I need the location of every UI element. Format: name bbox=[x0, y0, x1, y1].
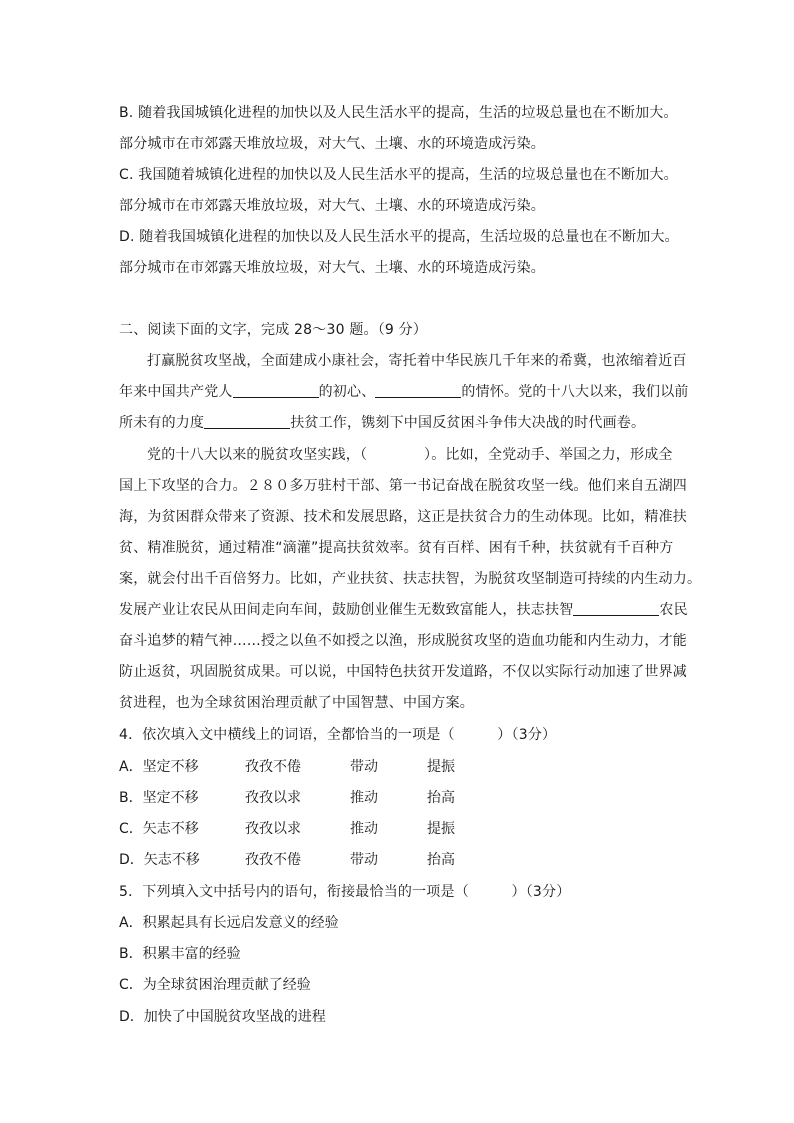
paragraph2-line4: 贫、精准脱贫，通过精准“滴灌”提高扶贫效率。贫有百样、困有千种，扶贫就有千百种方 bbox=[119, 540, 674, 556]
q4-option-a-label: A．坚定不移 bbox=[119, 759, 199, 775]
paragraph1-line2 bbox=[119, 382, 689, 402]
q4-option-c-word3: 推动 bbox=[350, 821, 378, 837]
paragraph2-line5: 案，就会付出千百倍努力。比如，产业扶贫、扶志扶智，为脱贫攻坚制造可持续的内生动力。 bbox=[119, 571, 702, 587]
q4-option-b-label: B．坚定不移 bbox=[119, 790, 199, 806]
option-b-line1: B. 随着我国城镇化进程的加快以及人民生活水平的提高，生活的垃圾总量也在不断加大。 bbox=[119, 105, 678, 121]
paragraph1-line2-text-a: 年来中国共产党人 bbox=[119, 384, 233, 400]
option-c-line1: C. 我国随着城镇化进程的加快以及人民生活水平的提高，生活的垃圾总量也在不断加大。 bbox=[119, 167, 678, 183]
q4-option-d-label: D．矢志不移 bbox=[119, 852, 200, 868]
paragraph2-line1: 党的十八大以来的脱贫攻坚实践，（ ）。比如，全党动手、举国之力，形成全 bbox=[147, 447, 673, 463]
fill-blank-2 bbox=[375, 383, 461, 398]
fill-blank-4 bbox=[573, 601, 659, 616]
paragraph1-line3-text-a: 所未有的力度 bbox=[119, 415, 205, 431]
paragraph1-line3-text-b: 扶贫工作，镌刻下中国反贫困斗争伟大决战的时代画卷。 bbox=[290, 415, 646, 431]
q4-option-b-word4: 抬高 bbox=[427, 790, 455, 806]
q4-option-d-word2: 孜孜不倦 bbox=[245, 852, 301, 868]
option-d-line2: 部分城市在市郊露天堆放垃圾，对大气、土壤、水的环境造成污染。 bbox=[119, 260, 545, 276]
paragraph2-line7: 奋斗追梦的精气神……授之以鱼不如授之以渔，形成脱贫攻坚的造血功能和内生动力，才能 bbox=[119, 633, 687, 649]
paragraph1-line1: 打赢脱贫攻坚战，全面建成小康社会，寄托着中华民族几千年来的希冀，也浓缩着近百 bbox=[147, 353, 687, 369]
q4-option-c-word2: 孜孜以求 bbox=[245, 821, 301, 837]
q4-option-a-word2: 孜孜不倦 bbox=[245, 759, 301, 775]
paragraph2-line6-text-b: 农民 bbox=[659, 602, 688, 618]
question-5-stem: 5．下列填入文中括号内的语句，衔接最恰当的一项是（ ）（3分） bbox=[119, 884, 571, 900]
q4-option-d-word4: 抬高 bbox=[427, 852, 455, 868]
option-c-line2: 部分城市在市郊露天堆放垃圾，对大气、土壤、水的环境造成污染。 bbox=[119, 198, 545, 214]
paragraph2-line6-text-a: 发展产业让农民从田间走向车间，鼓励创业催生无数致富能人，扶志扶智 bbox=[119, 602, 574, 618]
q4-option-b-word2: 孜孜以求 bbox=[245, 790, 301, 806]
q4-option-b-word3: 推动 bbox=[350, 790, 378, 806]
paragraph2-line3: 海，为贫困群众带来了资源、技术和发展思路，这正是扶贫合力的生动体现。比如，精准扶 bbox=[119, 509, 687, 525]
question-4-stem: 4．依次填入文中横线上的词语，全都恰当的一项是（ ）（3分） bbox=[119, 727, 557, 743]
fill-blank-3 bbox=[204, 414, 290, 429]
q5-option-a: A．积累起具有长远启发意义的经验 bbox=[119, 915, 339, 931]
paragraph1-line3 bbox=[119, 413, 679, 433]
paragraph1-line2-text-b: 的初心、 bbox=[318, 384, 376, 400]
q4-option-a-word4: 提振 bbox=[427, 759, 455, 775]
option-b-line2: 部分城市在市郊露天堆放垃圾，对大气、土壤、水的环境造成污染。 bbox=[119, 136, 545, 152]
paragraph1-line2-text-c: 的情怀。党的十八大以来，我们以前 bbox=[461, 384, 689, 400]
section-heading: 二、阅读下面的文字，完成 28～30 题。（9 分） bbox=[119, 322, 428, 338]
option-d-line1: D. 随着我国城镇化进程的加快以及人民生活水平的提高，生活垃圾的总量也在不断加大。 bbox=[119, 229, 679, 245]
paragraph2-line6 bbox=[119, 600, 688, 620]
paragraph2-line8: 防止返贫，巩固脱贫成果。可以说，中国特色扶贫开发道路，不仅以实际行动加速了世界减 bbox=[119, 664, 687, 680]
q4-option-c-label: C．矢志不移 bbox=[119, 821, 199, 837]
q5-option-d: D．加快了中国脱贫攻坚战的进程 bbox=[119, 1009, 326, 1025]
fill-blank-1 bbox=[233, 383, 319, 398]
q4-option-a-word3: 带动 bbox=[350, 759, 378, 775]
paragraph2-line9: 贫进程，也为全球贫困治理贡献了中国智慧、中国方案。 bbox=[119, 695, 474, 711]
q5-option-b: B．积累丰富的经验 bbox=[119, 946, 241, 962]
q5-option-c: C．为全球贫困治理贡献了经验 bbox=[119, 977, 311, 993]
paragraph2-line2: 国上下攻坚的合力。２８０多万驻村干部、第一书记奋战在脱贫攻坚一线。他们来自五湖四 bbox=[119, 478, 687, 494]
q4-option-d-word3: 带动 bbox=[350, 852, 378, 868]
q4-option-c-word4: 提振 bbox=[427, 821, 455, 837]
